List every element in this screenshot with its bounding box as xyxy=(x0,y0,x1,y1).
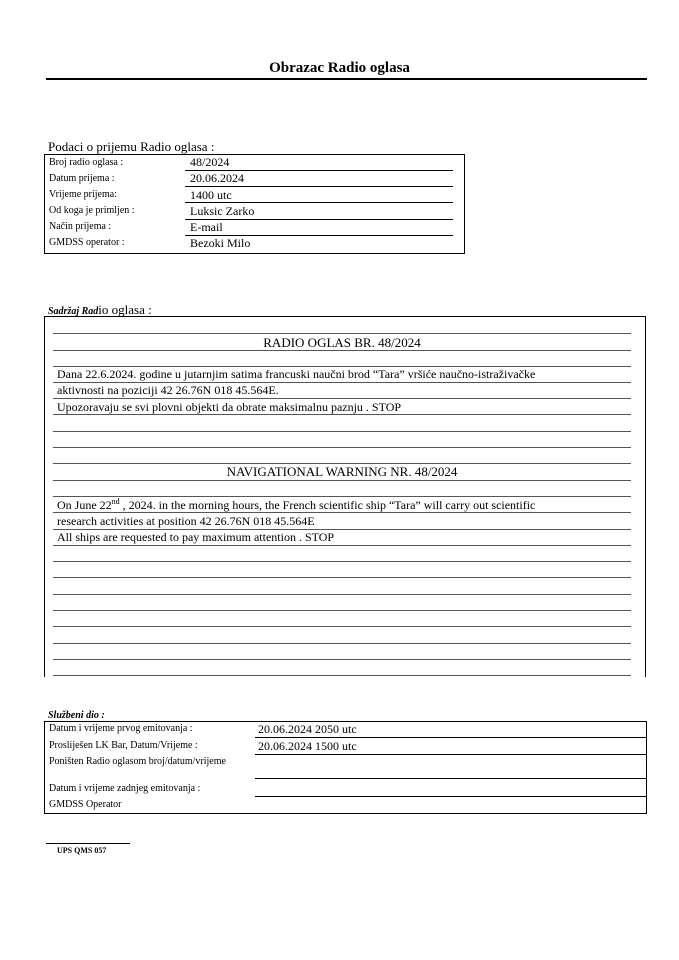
ruled-line xyxy=(53,447,631,448)
reception-heading: Podaci o prijemu Radio oglasa : xyxy=(48,139,215,154)
official-heading: Službeni dio : xyxy=(48,710,105,721)
radio-notice-line-1: Dana 22.6.2024. godine u jutarnjim satima francuski naučni brod “Tara” vršiće naučno-istraživačke xyxy=(57,367,536,381)
field-label-number: Broj radio oglasa : xyxy=(49,157,124,168)
official-label-forwarded: Prosliješen LK Bar, Datum/Vrijeme : xyxy=(49,740,198,751)
field-label-from: Od koga je primljen : xyxy=(49,205,135,216)
field-value-method: E-mail xyxy=(190,220,223,234)
nav-warning-line-3: All ships are requested to pay maximum attention . STOP xyxy=(57,530,335,544)
official-label-cancelled: Poništen Radio oglasom broj/datum/vrijeme xyxy=(49,756,226,767)
field-value-operator: Bezoki Milo xyxy=(190,236,251,250)
official-label-first-broadcast: Datum i vrijeme prvog emitovanja : xyxy=(49,723,193,734)
official-underline xyxy=(255,754,646,755)
official-box xyxy=(44,721,647,814)
ruled-line xyxy=(53,643,631,644)
nav-warning-date-suffix: nd xyxy=(111,497,120,506)
official-underline xyxy=(255,778,646,779)
field-label-date: Datum prijema : xyxy=(49,173,115,184)
content-heading-bold: Sadržaj Rad xyxy=(48,306,99,317)
footer-divider xyxy=(46,843,130,844)
title-divider xyxy=(46,78,647,80)
official-label-operator: GMDSS Operator xyxy=(49,799,122,810)
official-underline xyxy=(255,796,646,797)
ruled-line xyxy=(53,431,631,432)
ruled-line xyxy=(53,561,631,562)
document-title: Obrazac Radio oglasa xyxy=(269,60,410,76)
nav-warning-line-2: research activities at position 42 26.76N 018 45.564E xyxy=(57,514,315,528)
field-value-from: Luksic Zarko xyxy=(190,204,255,218)
field-value-date: 20.06.2024 xyxy=(190,171,244,185)
content-heading-rest: io oglasa : xyxy=(98,302,152,317)
ruled-line xyxy=(53,594,631,595)
field-underline xyxy=(185,235,453,236)
radio-notice-title: RADIO OGLAS BR. 48/2024 xyxy=(263,335,421,350)
field-label-operator: GMDSS operator : xyxy=(49,237,125,248)
field-underline xyxy=(185,186,453,187)
field-underline xyxy=(185,219,453,220)
official-label-last-broadcast: Datum i vrijeme zadnjeg emitovanja : xyxy=(49,783,201,794)
official-value-forwarded: 20.06.2024 1500 utc xyxy=(258,739,357,753)
ruled-line xyxy=(53,545,631,546)
nav-warning-title: NAVIGATIONAL WARNING NR. 48/2024 xyxy=(226,464,458,479)
ruled-line xyxy=(53,610,631,611)
ruled-line xyxy=(53,398,631,399)
reception-box xyxy=(44,154,465,254)
nav-warning-line-1-rest: , 2024. in the morning hours, the French scientific ship “Tara” will carry out scientific xyxy=(119,498,536,512)
ruled-line xyxy=(53,626,631,627)
field-underline xyxy=(185,202,453,203)
official-underline xyxy=(255,737,646,738)
official-value-first-broadcast: 20.06.2024 2050 utc xyxy=(258,722,357,736)
nav-warning-date: On June 22 xyxy=(57,498,112,512)
ruled-line xyxy=(53,577,631,578)
ruled-line xyxy=(53,675,631,676)
field-label-method: Način prijema : xyxy=(49,221,112,232)
ruled-line xyxy=(53,480,631,481)
ruled-line xyxy=(53,659,631,660)
field-label-time: Vrijeme prijema: xyxy=(49,189,117,200)
radio-notice-line-3: Upozoravaju se svi plovni objekti da obrate maksimalnu paznju . STOP xyxy=(57,400,402,414)
form-code: UPS QMS 057 xyxy=(57,846,107,855)
ruled-line xyxy=(53,333,631,334)
radio-notice-line-2: aktivnosti na poziciji 42 26.76N 018 45.564E. xyxy=(57,383,279,397)
field-underline xyxy=(185,170,453,171)
field-value-time: 1400 utc xyxy=(190,188,232,202)
nav-warning-line-1 xyxy=(57,497,535,513)
field-value-number: 48/2024 xyxy=(190,155,230,169)
